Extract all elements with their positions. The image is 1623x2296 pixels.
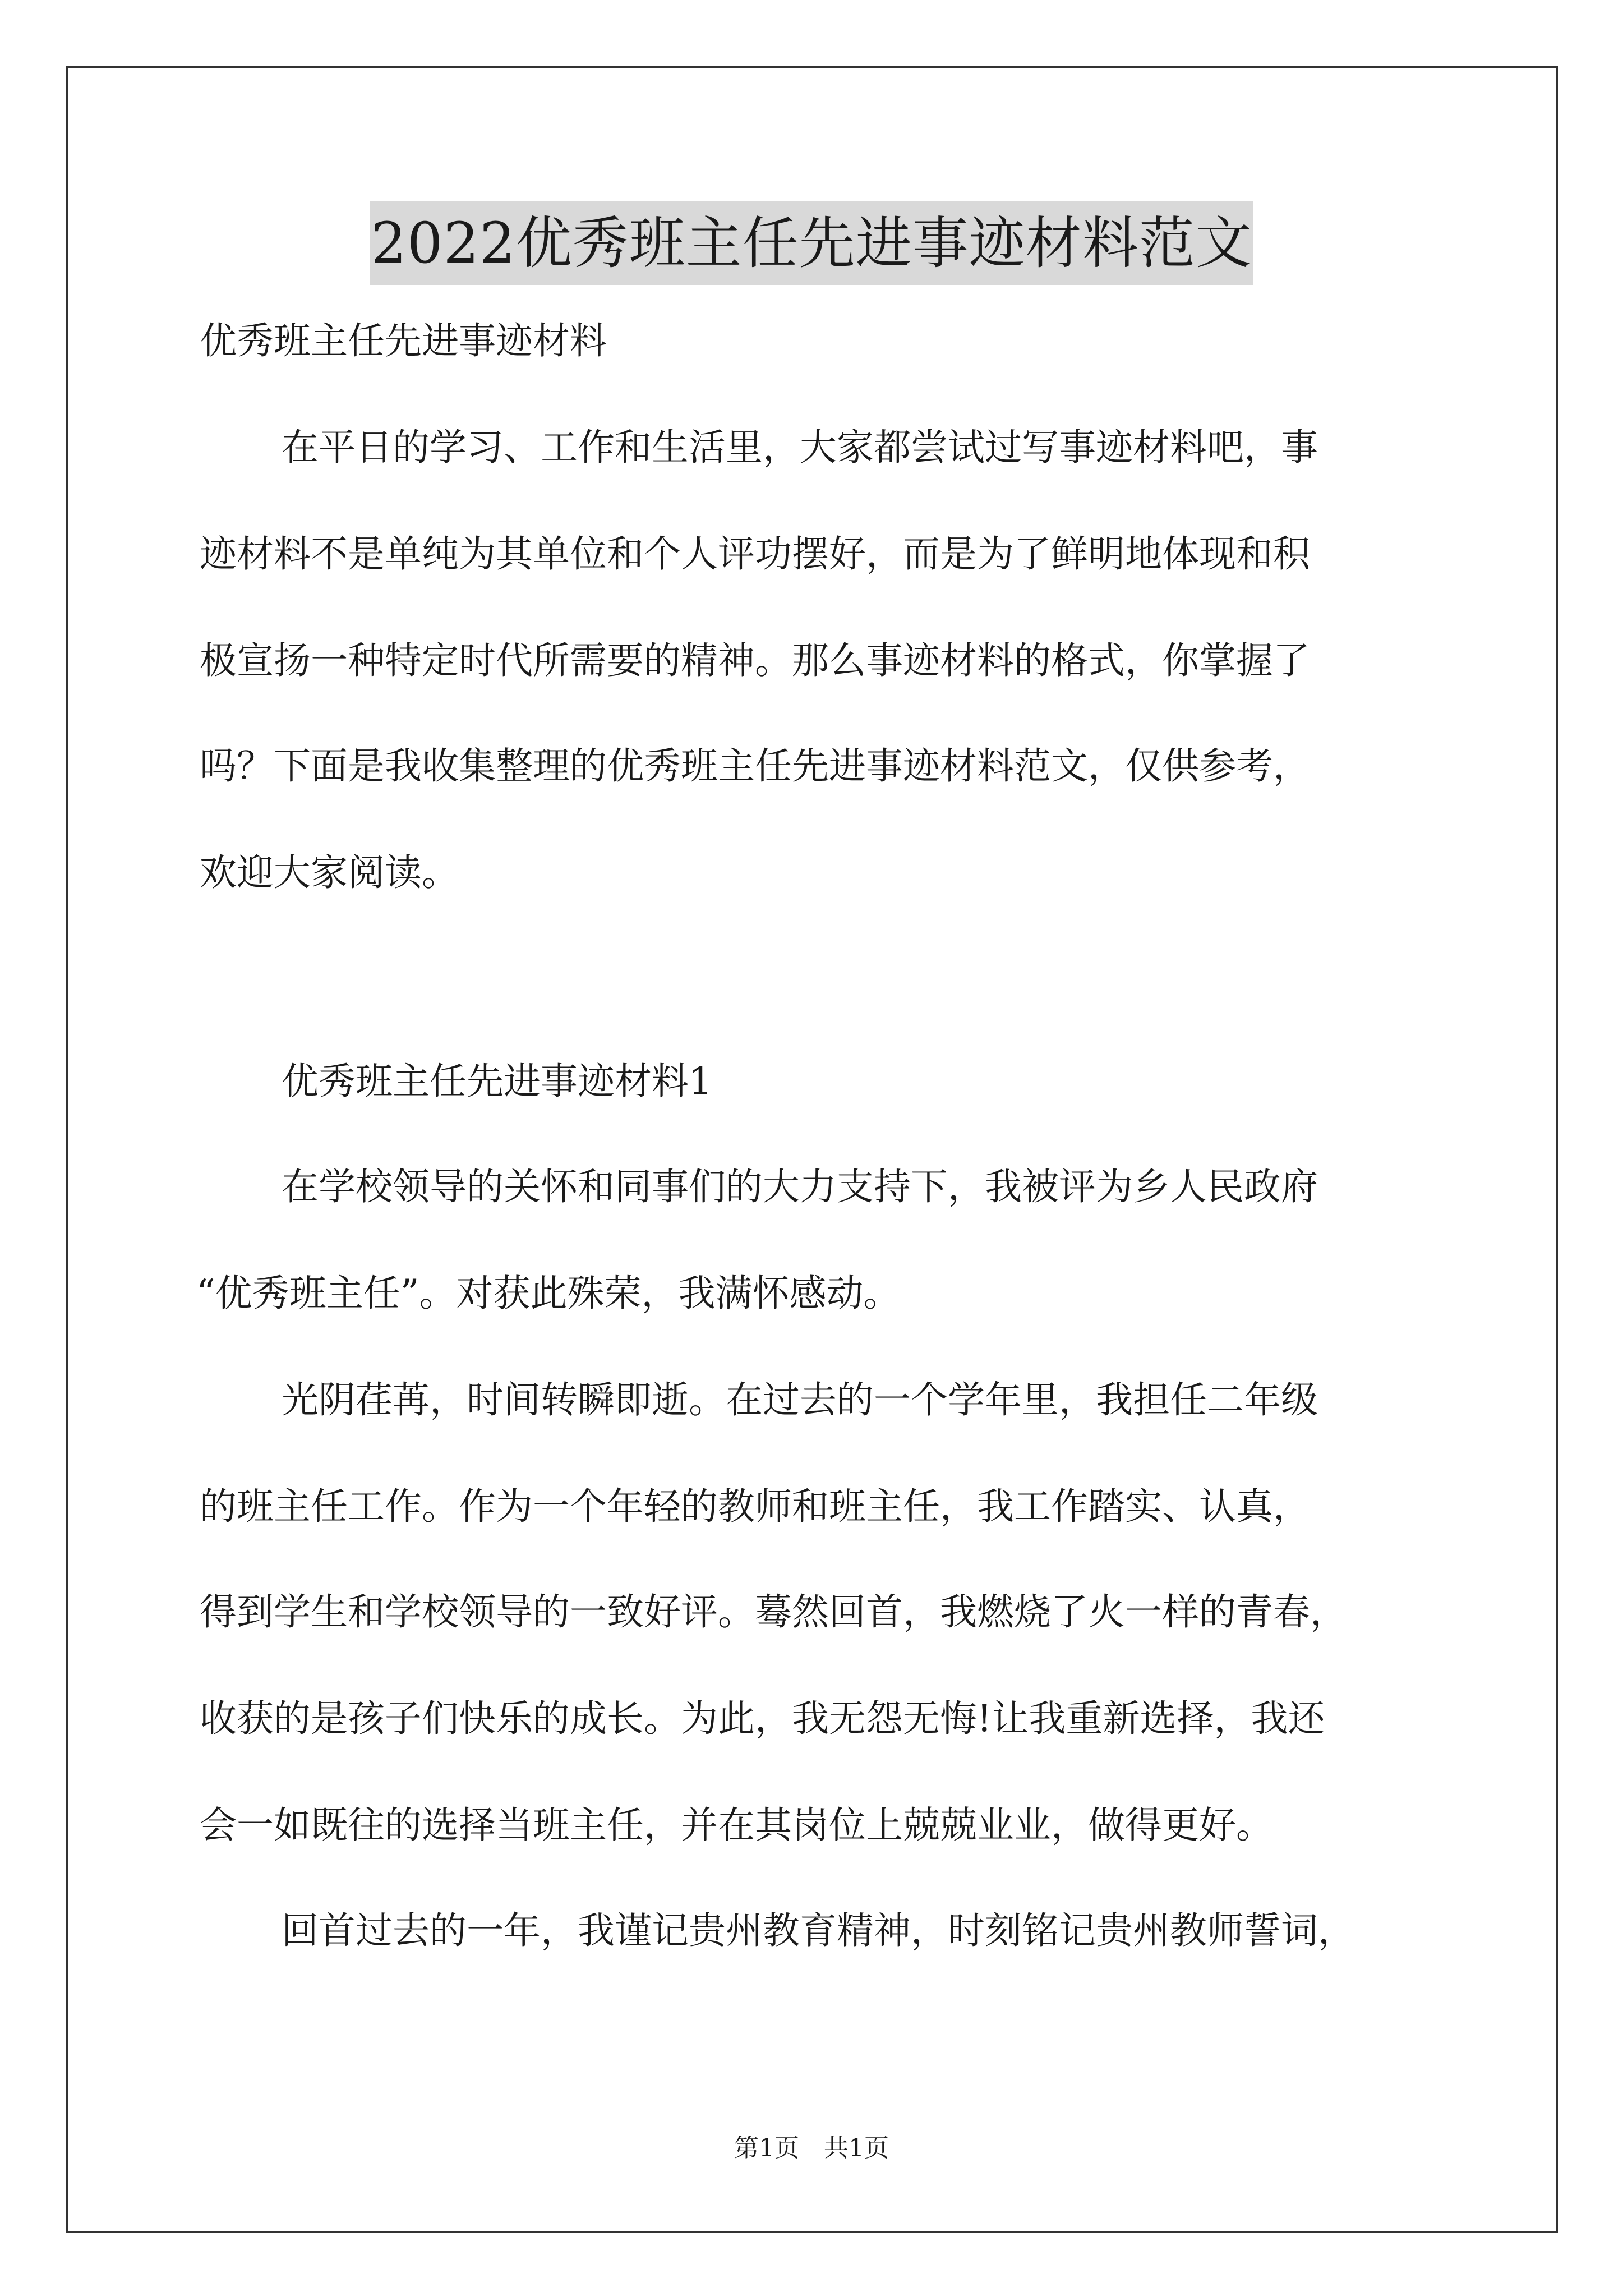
title-container [0,201,1623,285]
paragraph-line: 得到学生和学校领导的一致好评。蓦然回首，我燃烧了火一样的青春， [200,1590,1347,1634]
paragraph-line: 迹材料不是单纯为其单位和个人评功摆好，而是为了鲜明地体现和积 [200,532,1310,576]
paragraph-line: 在平日的学习、工作和生活里，大家都尝试过写事迹材料吧，事 [282,426,1318,469]
paragraph-line: 在学校领导的关怀和同事们的大力支持下，我被评为乡人民政府 [282,1165,1318,1208]
paragraph-line: 欢迎大家阅读。 [200,851,459,894]
paragraph-line: 收获的是孩子们快乐的成长。为此，我无怨无悔!让我重新选择，我还 [200,1697,1325,1740]
page-footer [0,2132,1623,2165]
paragraph-line: “优秀班主任”。对获此殊荣，我满怀感动。 [196,1272,901,1315]
paragraph-line: 会一如既往的选择当班主任，并在其岗位上兢兢业业，做得更好。 [200,1803,1273,1847]
page-number: 第1页 共1页 [734,2134,889,2162]
paragraph-line: 极宣扬一种特定时代所需要的精神。那么事迹材料的格式，你掌握了 [200,639,1310,682]
document-title: 2022优秀班主任先进事迹材料范文 [370,201,1253,285]
paragraph-line: 回首过去的一年，我谨记贵州教育精神，时刻铭记贵州教师誓词， [282,1909,1355,1952]
paragraph-line: 光阴荏苒，时间转瞬即逝。在过去的一个学年里，我担任二年级 [282,1378,1318,1421]
paragraph-line: 吗？下面是我收集整理的优秀班主任先进事迹材料范文，仅供参考， [200,744,1310,788]
paragraph-line: 的班主任工作。作为一个年轻的教师和班主任，我工作踏实、认真， [200,1485,1310,1528]
subsection-heading: 优秀班主任先进事迹材料1 [282,1060,712,1103]
section-heading: 优秀班主任先进事迹材料 [200,319,607,362]
